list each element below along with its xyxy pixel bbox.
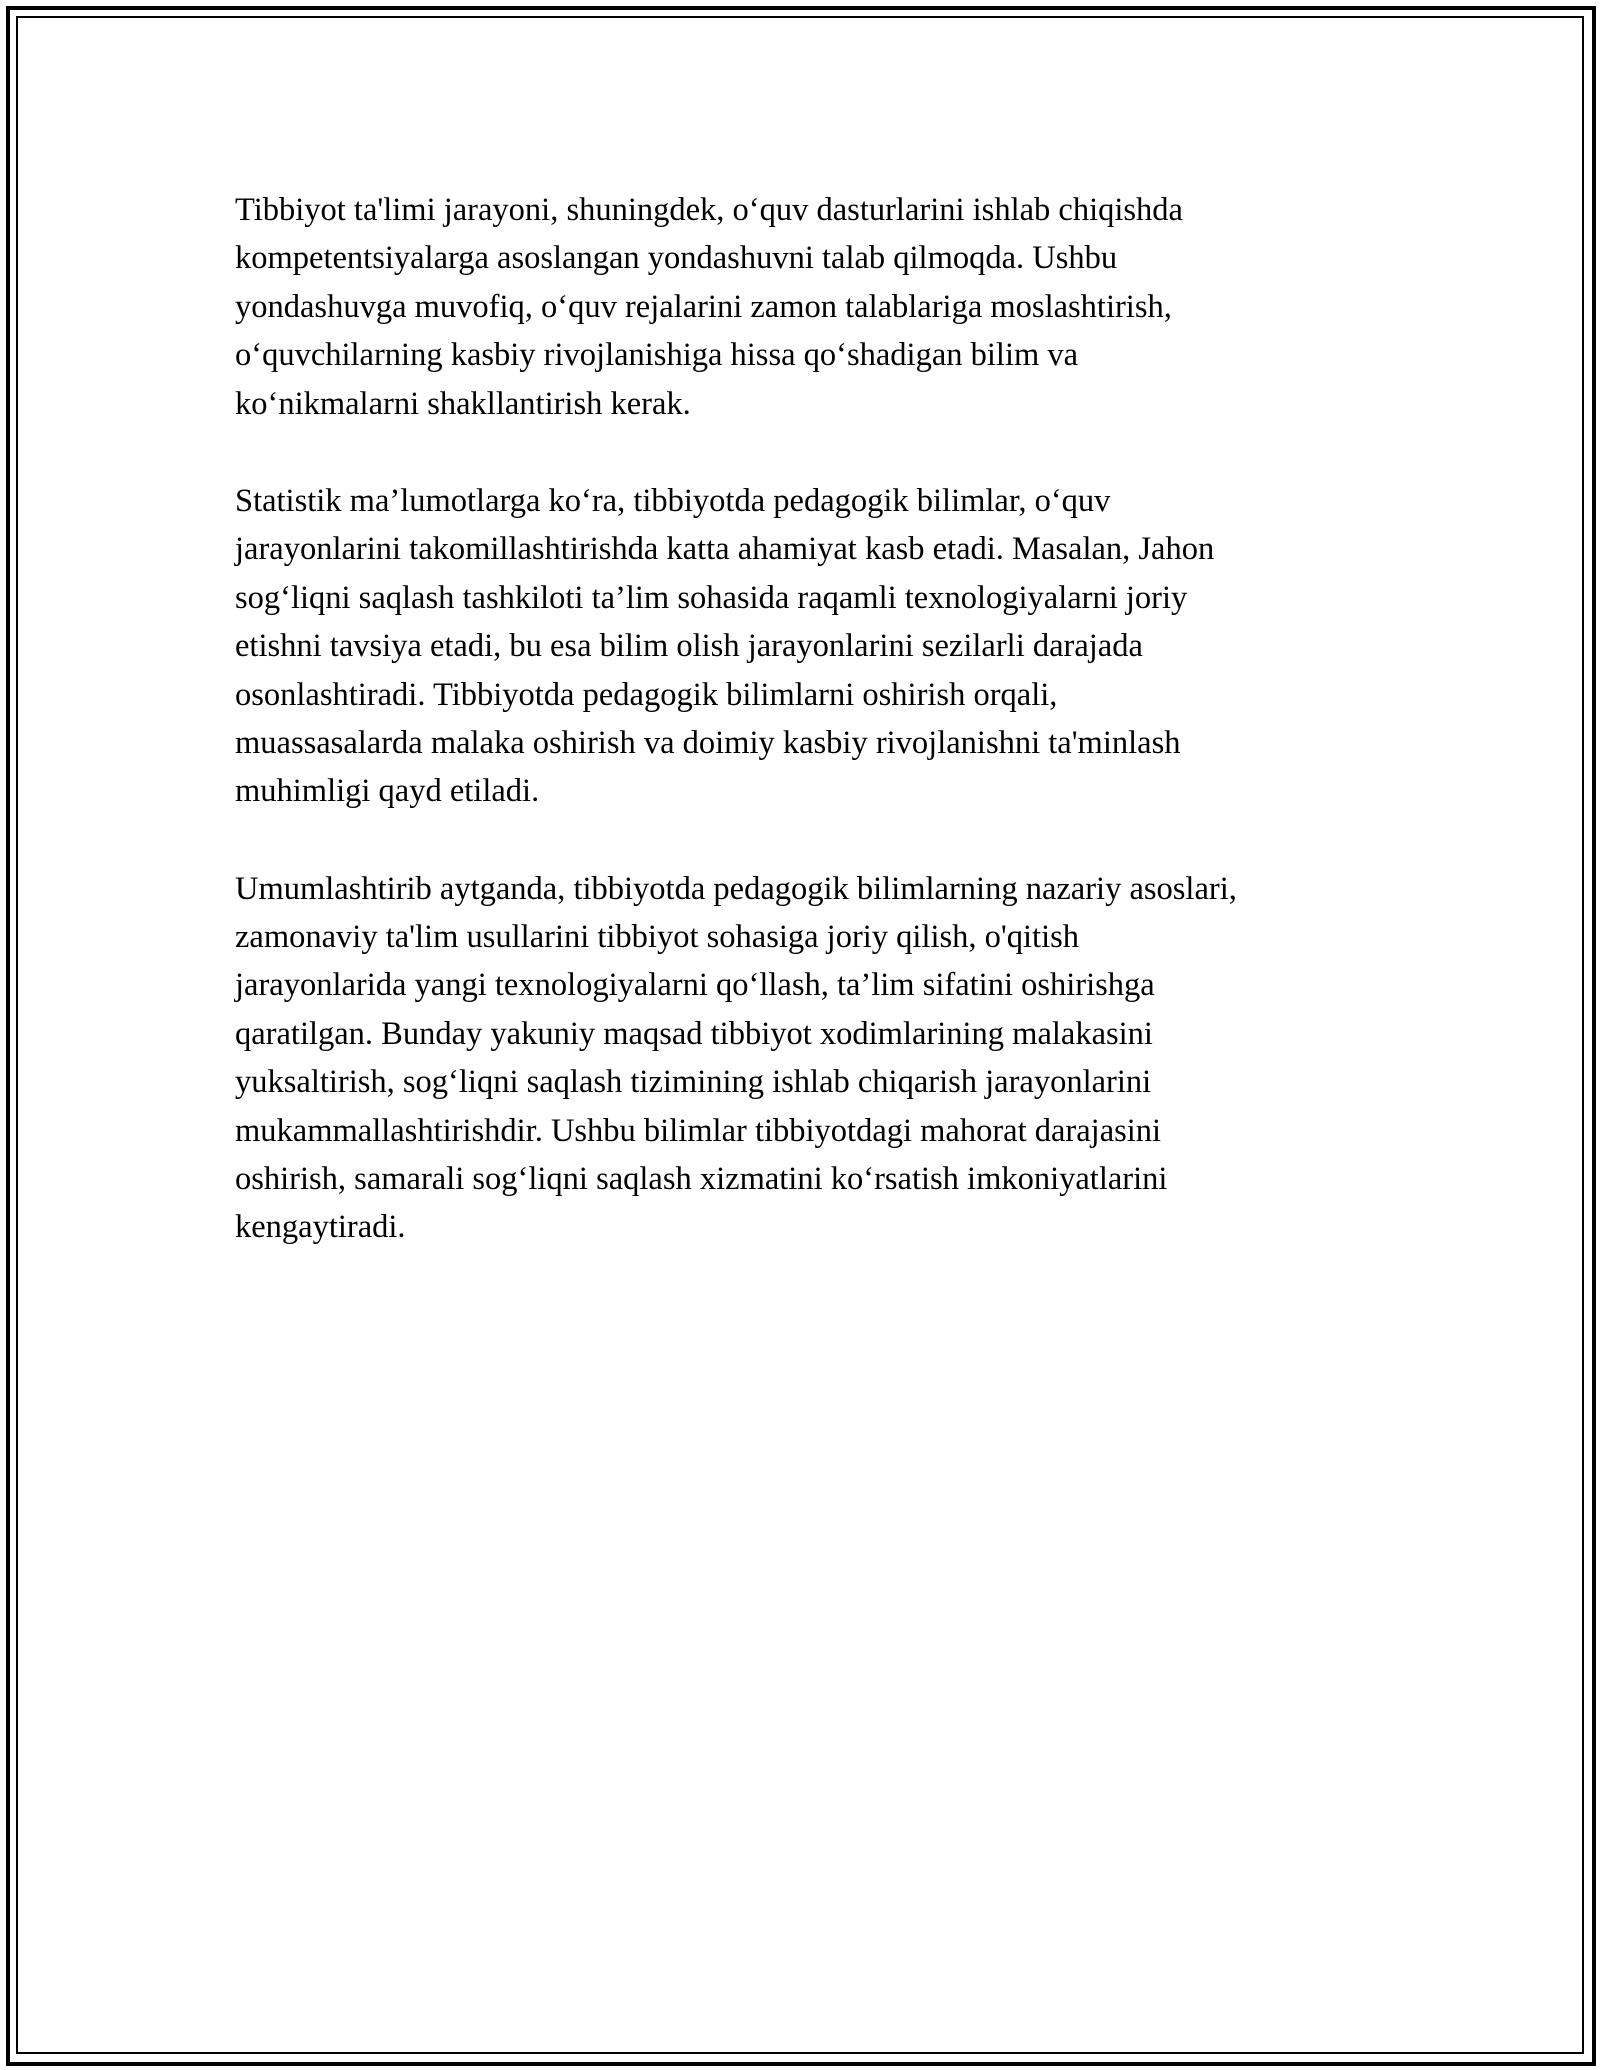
text-line: muhimligi qayd etiladi. [235, 773, 540, 810]
text-line: o‘quvchilarning kasbiy rivojlanishiga hissa qo‘shadigan bilim va [235, 337, 1079, 374]
text-line: muassasalarda malaka oshirish va doimiy kasbiy rivojlanishni ta'minlash [235, 724, 1181, 761]
paragraph-1 [235, 186, 1385, 428]
text-line: jarayonlarini takomillashtirishda katta ahamiyat kasb etadi. Masalan, Jahon [235, 531, 1215, 568]
text-line: Statistik ma’lumotlarga ko‘ra, tibbiyotda pedagogik bilimlar, o‘quv [235, 482, 1111, 519]
text-line: oshirish, samarali sog‘liqni saqlash xizmatini ko‘rsatish imkoniyatlarini [235, 1161, 1168, 1198]
text-line: sog‘liqni saqlash tashkiloti ta’lim sohasida raqamli texnologiyalarni joriy [235, 579, 1188, 616]
text-line: qaratilgan. Bunday yakuniy maqsad tibbiyot xodimlarining malakasini [235, 1015, 1153, 1052]
text-line: jarayonlarida yangi texnologiyalarni qo‘llash, ta’lim sifatini oshirishga [235, 967, 1155, 1004]
text-line: osonlashtiradi. Tibbiyotda pedagogik bilimlarni oshirish orqali, [235, 676, 1058, 713]
text-line: ko‘nikmalarni shakllantirish kerak. [235, 385, 691, 422]
text-line: Umumlashtirib aytganda, tibbiyotda pedagogik bilimlarning nazariy asoslari, [235, 870, 1237, 907]
text-line: kompetentsiyalarga asoslangan yondashuvni talab qilmoqda. Ushbu [235, 240, 1118, 277]
text-line: yondashuvga muvofiq, o‘quv rejalarini zamon talablariga moslashtirish, [235, 288, 1172, 325]
text-line: kengaytiradi. [235, 1209, 406, 1246]
document-body [235, 186, 1385, 1301]
text-line: yuksaltirish, sog‘liqni saqlash tizimining ishlab chiqarish jarayonlarini [235, 1064, 1152, 1101]
text-line: etishni tavsiya etadi, bu esa bilim olish jarayonlarini sezilarli darajada [235, 628, 1143, 665]
text-line: Tibbiyot ta'limi jarayoni, shuningdek, o‘quv dasturlarini ishlab chiqishda [235, 192, 1183, 228]
paragraph-3 [235, 865, 1385, 1252]
text-line: mukammallashtirishdir. Ushbu bilimlar tibbiyotdagi mahorat darajasini [235, 1112, 1162, 1149]
paragraph-2 [235, 477, 1385, 816]
text-line: zamonaviy ta'lim usullarini tibbiyot sohasiga joriy qilish, o'qitish [235, 919, 1080, 956]
